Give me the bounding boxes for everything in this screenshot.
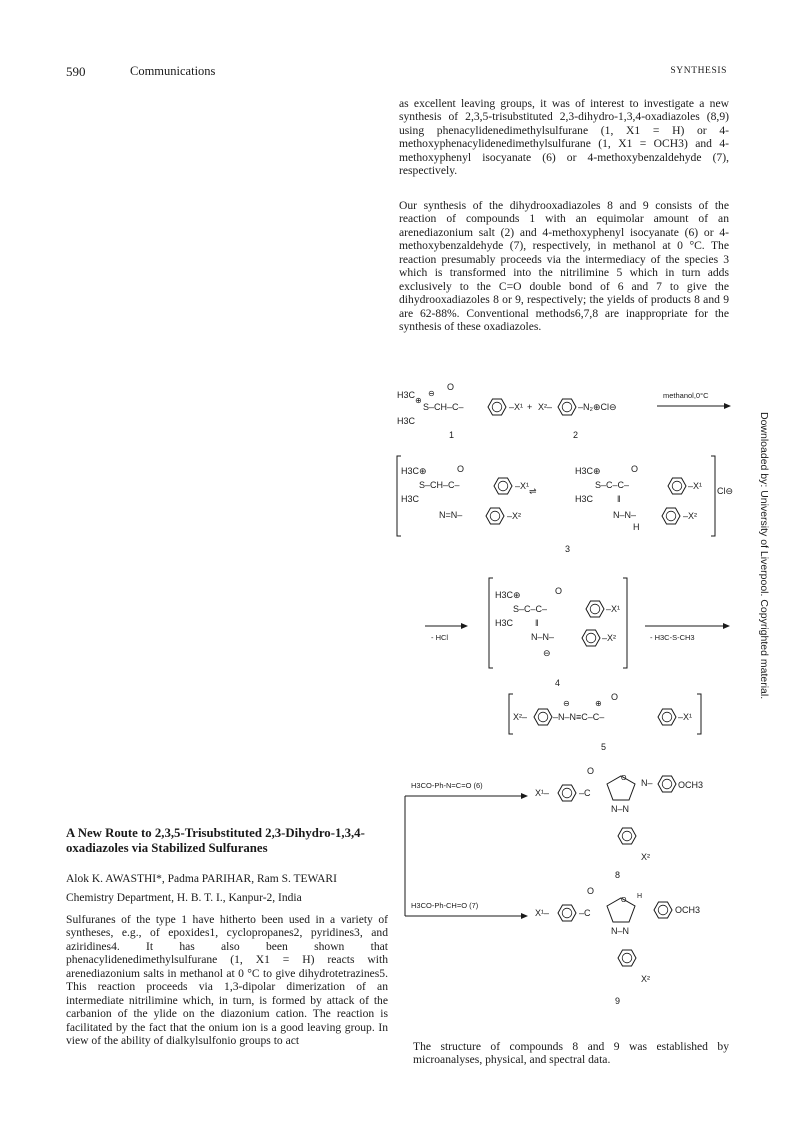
svg-text:H3C⊕: H3C⊕ <box>401 466 427 476</box>
svg-text:N–N: N–N <box>611 926 630 936</box>
reaction-conditions: methanol,0°C <box>663 391 709 400</box>
svg-text:X²–: X²– <box>513 712 528 722</box>
minus-dimethylsulfide: - H3C-S-CH3 <box>650 633 695 642</box>
chloride-ion: Cl⊖ <box>717 486 734 496</box>
product-8-methoxy: OCH3 <box>678 780 704 790</box>
plus-sign: + <box>527 402 533 412</box>
svg-text:⊖: ⊖ <box>543 648 551 658</box>
svg-text:OCH3: OCH3 <box>675 905 701 915</box>
svg-text:⊖: ⊖ <box>428 389 435 398</box>
article-title: A New Route to 2,3,5-Trisubstituted 2,3-Dihydro-1,3,4-oxadiazoles via Stabilized Sulfuranes <box>66 826 365 855</box>
svg-text:H: H <box>633 522 640 532</box>
label-9: 9 <box>615 996 621 1006</box>
svg-text:H3C⊕: H3C⊕ <box>495 590 521 600</box>
svg-text:X¹–: X¹– <box>535 788 550 798</box>
svg-text:–X²: –X² <box>683 511 698 521</box>
svg-text:X²: X² <box>641 852 650 862</box>
svg-text:–X¹: –X¹ <box>606 604 621 614</box>
svg-text:–X¹: –X¹ <box>688 481 703 491</box>
svg-text:H3C: H3C <box>401 494 420 504</box>
authors: Alok K. AWASTHI*, Padma PARIHAR, Ram S. TEWARI <box>66 873 337 885</box>
journal-name: SYNTHESIS <box>670 66 727 76</box>
compound-2 <box>538 399 617 440</box>
product-9 <box>535 886 700 1006</box>
svg-text:X²–: X²– <box>538 402 553 412</box>
svg-text:O: O <box>587 766 595 776</box>
svg-text:‖: ‖ <box>535 618 539 628</box>
svg-text:–C: –C <box>579 908 591 918</box>
label-5: 5 <box>601 742 607 752</box>
svg-text:O: O <box>611 692 619 702</box>
svg-text:H3C: H3C <box>495 618 514 628</box>
svg-text:–X²: –X² <box>602 633 617 643</box>
svg-text:N–N–: N–N– <box>531 632 555 642</box>
svg-text:O: O <box>447 382 455 392</box>
minus-hcl: - HCl <box>431 633 449 642</box>
svg-text:–N–N≡C–C–: –N–N≡C–C– <box>553 712 605 722</box>
label-3: 3 <box>565 544 571 554</box>
nitrilimine-5 <box>509 692 701 752</box>
svg-text:–X²: –X² <box>507 511 522 521</box>
intro-paragraph: Sulfuranes of the type 1 have hitherto been used in a variety of syntheses, e.g., of epoxides1, cyclopropanes2, pyridines3, and aziridines4. It has also been shown that phenacylidenedimethylsulfurane (1, X1 = H) reacts with arenediazonium salts in methanol at 0 °C to give dihydrotetrazines5. This reaction proceeds via 1,3-dipolar dimerization of an intermediate nitrilimine which, in turn, is formed by attack of the carbanion of the ylide on the diazonium cation. The reaction is facilitated by the fact that the onium ion is a good leaving group. In view of the ability of dialkylsulfonio groups to act <box>66 913 388 1048</box>
synthesis-paragraph: Our synthesis of the dihydrooxadiazoles 8 and 9 consists of the reaction of compounds 1 with an equimolar amount of an arenediazonium salt (2) and 4-methoxyphenyl isocyanate (6) or 4-methoxybenzaldehyde (7), respectively, in methanol at 0 °C. The reaction presumably proceeds via the intermediacy of the species 3 which is transformed into the nitrilimine 5 which in turn adds exclusively to the C=O double bond of 6 and 7 to give the dihydrooxadiazoles 8 or 9, respectively; the yields of products 8 and 9 are 62-88%. Conventional methods6,7,8 are inappropriate for the synthesis of these oxadiazoles. <box>399 199 729 334</box>
svg-text:X¹–: X¹– <box>535 908 550 918</box>
svg-text:O: O <box>621 775 627 782</box>
svg-text:–N₂⊕Cl⊖: –N₂⊕Cl⊖ <box>578 402 617 412</box>
svg-text:X²: X² <box>641 974 650 984</box>
download-watermark: Downloaded by: University of Liverpool. Copyrighted material. <box>758 412 770 700</box>
svg-text:–X¹: –X¹ <box>509 402 524 412</box>
intermediate-3 <box>397 456 733 554</box>
label-4: 4 <box>555 678 561 688</box>
svg-text:N–N: N–N <box>611 804 630 814</box>
svg-text:S–CH–C–: S–CH–C– <box>423 402 464 412</box>
affiliation: Chemistry Department, H. B. T. I., Kanpur-2, India <box>66 892 302 904</box>
label-8: 8 <box>615 870 621 880</box>
svg-text:–C: –C <box>579 788 591 798</box>
svg-text:O: O <box>555 586 563 596</box>
svg-text:H: H <box>637 893 643 900</box>
continuation-paragraph: as excellent leaving groups, it was of interest to investigate a new synthesis of 2,3,5-trisubstituted 2,3-dihydro-1,3,4-oxadiazoles (8,9) using phenacylidenedimethylsulfurane (1, X1 = H) or 4-methoxyphenacylidenedimethylsulfurane (1, X1 = OCH3) and 4-methoxyphenyl isocyanate (6) or 4-methoxybenzaldehyde (7), respectively. <box>399 97 729 178</box>
reaction-scheme <box>395 376 740 1036</box>
svg-text:N–: N– <box>641 778 653 788</box>
svg-text:⊕: ⊕ <box>595 699 602 708</box>
svg-text:O: O <box>587 886 595 896</box>
svg-text:⊖: ⊖ <box>563 699 570 708</box>
page-number: 590 <box>66 64 86 79</box>
svg-text:O: O <box>631 464 639 474</box>
svg-text:N=N–: N=N– <box>439 510 463 520</box>
label-1: 1 <box>449 430 455 440</box>
svg-text:⊕: ⊕ <box>415 396 422 405</box>
svg-text:S–CH–C–: S–CH–C– <box>419 480 460 490</box>
reagent-7: H3CO-Ph-CH=O (7) <box>411 901 479 910</box>
svg-text:H3C: H3C <box>575 494 594 504</box>
svg-text:N–N–: N–N– <box>613 510 637 520</box>
label-2: 2 <box>573 430 579 440</box>
svg-text:O: O <box>457 464 465 474</box>
svg-text:H3C: H3C <box>397 390 416 400</box>
closing-paragraph: The structure of compounds 8 and 9 was established by microanalyses, physical, and spectral data. <box>413 1040 729 1067</box>
svg-text:S–C–C–: S–C–C– <box>513 604 548 614</box>
svg-text:S–C–C–: S–C–C– <box>595 480 630 490</box>
svg-text:–X¹: –X¹ <box>515 481 530 491</box>
svg-text:‖: ‖ <box>617 494 621 504</box>
svg-text:⇌: ⇌ <box>529 486 537 496</box>
product-8 <box>535 766 703 880</box>
svg-text:O: O <box>621 897 627 904</box>
reagent-6: H3CO-Ph-N=C=O (6) <box>411 781 483 790</box>
svg-text:–X¹: –X¹ <box>678 712 693 722</box>
section-title: Communications <box>130 64 216 78</box>
compound-1 <box>397 382 523 440</box>
svg-text:H3C: H3C <box>397 416 416 426</box>
svg-text:H3C⊕: H3C⊕ <box>575 466 601 476</box>
intermediate-4 <box>489 578 627 688</box>
